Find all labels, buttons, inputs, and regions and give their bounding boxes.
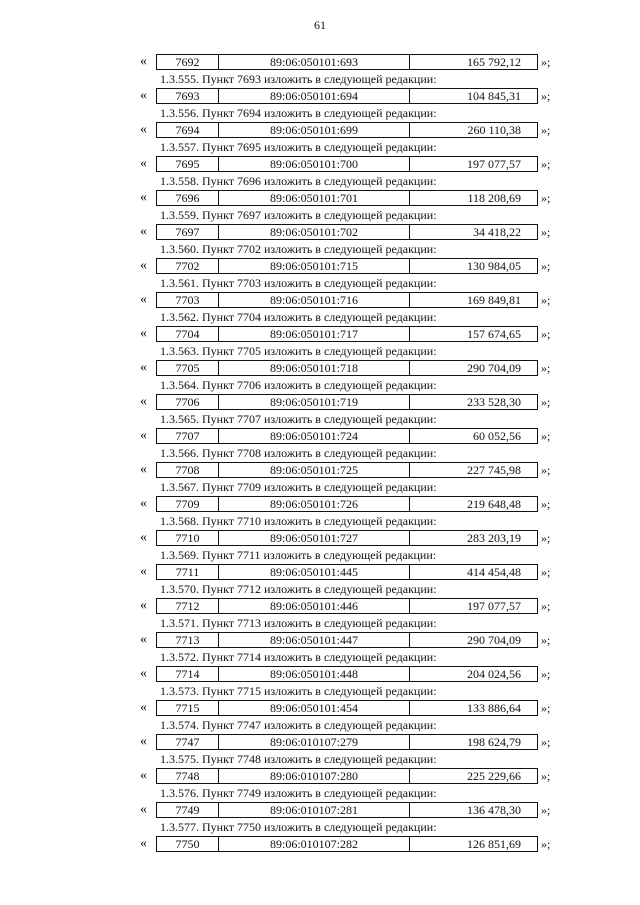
registry-table [156,598,538,614]
item-number-cell: 7712 [157,599,219,613]
item-number-cell: 7715 [157,701,219,715]
amendment-block [0,698,640,732]
closing-quote: »; [541,123,551,137]
table-row [0,698,640,718]
cadastral-number-cell: 89:06:010107:281 [219,803,410,817]
table-row [0,630,640,650]
table-row [0,86,640,106]
closing-quote: »; [541,89,551,103]
amendment-block [0,834,640,868]
registry-table [156,768,538,784]
closing-quote: »; [541,429,551,443]
amendment-block [0,460,640,494]
registry-table [156,462,538,478]
closing-quote: »; [541,565,551,579]
value-cell: 290 704,09 [467,633,521,647]
item-number-cell: 7748 [157,769,219,783]
opening-quote: « [140,496,147,511]
item-number-cell: 7702 [157,259,219,273]
registry-table [156,360,538,376]
table-row [0,52,640,72]
amendment-block [0,324,640,358]
amendment-block [0,562,640,596]
registry-table [156,54,538,70]
closing-quote: »; [541,769,551,783]
item-number-cell: 7697 [157,225,219,239]
registry-table [156,292,538,308]
cadastral-number-cell: 89:06:010107:280 [219,769,410,783]
closing-quote: »; [541,531,551,545]
cadastral-number-cell: 89:06:050101:454 [219,701,410,715]
value-cell: 60 052,56 [473,429,521,443]
table-row [0,732,640,752]
closing-quote: »; [541,157,551,171]
registry-table [156,224,538,240]
value-cell: 104 845,31 [467,89,521,103]
value-cell: 136 478,30 [467,803,521,817]
opening-quote: « [140,122,147,137]
value-cell: 169 849,81 [467,293,521,307]
closing-quote: »; [541,327,551,341]
amendment-instruction: 1.3.560. Пункт 7702 изложить в следующей редакции: [160,242,437,256]
registry-table [156,122,538,138]
closing-quote: »; [541,293,551,307]
cadastral-number-cell: 89:06:050101:700 [219,157,410,171]
opening-quote: « [140,394,147,409]
amendment-instruction: 1.3.563. Пункт 7705 изложить в следующей редакции: [160,344,437,358]
closing-quote: »; [541,55,551,69]
item-number-cell: 7703 [157,293,219,307]
document-body [0,52,640,868]
amendment-block [0,86,640,120]
item-number-cell: 7704 [157,327,219,341]
cadastral-number-cell: 89:06:050101:446 [219,599,410,613]
amendment-instruction: 1.3.567. Пункт 7709 изложить в следующей редакции: [160,480,437,494]
table-row [0,392,640,412]
closing-quote: »; [541,463,551,477]
amendment-block [0,494,640,528]
amendment-block [0,766,640,800]
closing-quote: »; [541,837,551,851]
value-cell: 197 077,57 [467,157,521,171]
amendment-instruction: 1.3.559. Пункт 7697 изложить в следующей редакции: [160,208,437,222]
registry-table [156,700,538,716]
item-number-cell: 7695 [157,157,219,171]
registry-table [156,802,538,818]
registry-table [156,88,538,104]
registry-table [156,564,538,580]
amendment-instruction: 1.3.570. Пункт 7712 изложить в следующей редакции: [160,582,437,596]
opening-quote: « [140,598,147,613]
amendment-block [0,222,640,256]
registry-table [156,734,538,750]
table-row [0,154,640,174]
amendment-instruction: 1.3.556. Пункт 7694 изложить в следующей редакции: [160,106,437,120]
value-cell: 204 024,56 [467,667,521,681]
item-number-cell: 7747 [157,735,219,749]
cadastral-number-cell: 89:06:050101:725 [219,463,410,477]
item-number-cell: 7710 [157,531,219,545]
registry-table [156,530,538,546]
registry-table [156,190,538,206]
item-number-cell: 7749 [157,803,219,817]
closing-quote: »; [541,395,551,409]
item-number-cell: 7705 [157,361,219,375]
amendment-instruction: 1.3.557. Пункт 7695 изложить в следующей редакции: [160,140,437,154]
opening-quote: « [140,88,147,103]
registry-table [156,632,538,648]
cadastral-number-cell: 89:06:050101:445 [219,565,410,579]
item-number-cell: 7694 [157,123,219,137]
opening-quote: « [140,258,147,273]
opening-quote: « [140,700,147,715]
closing-quote: »; [541,259,551,273]
opening-quote: « [140,190,147,205]
value-cell: 414 454,48 [467,565,521,579]
cadastral-number-cell: 89:06:050101:694 [219,89,410,103]
value-cell: 118 208,69 [467,191,521,205]
cadastral-number-cell: 89:06:050101:715 [219,259,410,273]
value-cell: 283 203,19 [467,531,521,545]
item-number-cell: 7709 [157,497,219,511]
registry-table [156,836,538,852]
registry-table [156,428,538,444]
table-row [0,562,640,582]
registry-table [156,326,538,342]
cadastral-number-cell: 89:06:050101:693 [219,55,410,69]
amendment-block [0,426,640,460]
cadastral-number-cell: 89:06:050101:717 [219,327,410,341]
amendment-block [0,52,640,86]
amendment-instruction: 1.3.558. Пункт 7696 изложить в следующей редакции: [160,174,437,188]
value-cell: 233 528,30 [467,395,521,409]
item-number-cell: 7707 [157,429,219,443]
amendment-block [0,664,640,698]
cadastral-number-cell: 89:06:050101:719 [219,395,410,409]
cadastral-number-cell: 89:06:050101:716 [219,293,410,307]
opening-quote: « [140,360,147,375]
cadastral-number-cell: 89:06:010107:279 [219,735,410,749]
cadastral-number-cell: 89:06:050101:702 [219,225,410,239]
amendment-block [0,392,640,426]
amendment-block [0,358,640,392]
closing-quote: »; [541,633,551,647]
amendment-instruction: 1.3.576. Пункт 7749 изложить в следующей редакции: [160,786,437,800]
item-number-cell: 7713 [157,633,219,647]
table-row [0,494,640,514]
table-row [0,426,640,446]
opening-quote: « [140,802,147,817]
registry-table [156,496,538,512]
amendment-instruction: 1.3.562. Пункт 7704 изложить в следующей редакции: [160,310,437,324]
table-row [0,324,640,344]
amendment-instruction: 1.3.577. Пункт 7750 изложить в следующей редакции: [160,820,437,834]
item-number-cell: 7714 [157,667,219,681]
amendment-block [0,256,640,290]
page-number: 61 [314,18,326,32]
item-number-cell: 7696 [157,191,219,205]
item-number-cell: 7692 [157,55,219,69]
closing-quote: »; [541,225,551,239]
amendment-instruction: 1.3.566. Пункт 7708 изложить в следующей редакции: [160,446,437,460]
value-cell: 290 704,09 [467,361,521,375]
cadastral-number-cell: 89:06:050101:448 [219,667,410,681]
amendment-instruction: 1.3.569. Пункт 7711 изложить в следующей редакции: [160,548,437,562]
cadastral-number-cell: 89:06:050101:726 [219,497,410,511]
value-cell: 34 418,22 [473,225,521,239]
registry-table [156,258,538,274]
cadastral-number-cell: 89:06:050101:701 [219,191,410,205]
amendment-instruction: 1.3.561. Пункт 7703 изложить в следующей редакции: [160,276,437,290]
opening-quote: « [140,156,147,171]
registry-table [156,666,538,682]
value-cell: 133 886,64 [467,701,521,715]
opening-quote: « [140,326,147,341]
value-cell: 219 648,48 [467,497,521,511]
item-number-cell: 7706 [157,395,219,409]
amendment-block [0,800,640,834]
cadastral-number-cell: 89:06:050101:727 [219,531,410,545]
closing-quote: »; [541,497,551,511]
amendment-instruction: 1.3.571. Пункт 7713 изложить в следующей редакции: [160,616,437,630]
opening-quote: « [140,530,147,545]
amendment-block [0,120,640,154]
value-cell: 165 792,12 [467,55,521,69]
amendment-block [0,188,640,222]
amendment-instruction: 1.3.573. Пункт 7715 изложить в следующей редакции: [160,684,437,698]
table-row [0,460,640,480]
amendment-instruction: 1.3.565. Пункт 7707 изложить в следующей редакции: [160,412,437,426]
table-row [0,664,640,684]
item-number-cell: 7708 [157,463,219,477]
opening-quote: « [140,462,147,477]
opening-quote: « [140,666,147,681]
opening-quote: « [140,428,147,443]
amendment-instruction: 1.3.555. Пункт 7693 изложить в следующей редакции: [160,72,437,86]
table-row [0,256,640,276]
amendment-block [0,154,640,188]
opening-quote: « [140,734,147,749]
table-row [0,800,640,820]
value-cell: 227 745,98 [467,463,521,477]
cadastral-number-cell: 89:06:050101:724 [219,429,410,443]
closing-quote: »; [541,667,551,681]
table-row [0,358,640,378]
amendment-block [0,596,640,630]
item-number-cell: 7750 [157,837,219,851]
value-cell: 197 077,57 [467,599,521,613]
amendment-instruction: 1.3.574. Пункт 7747 изложить в следующей редакции: [160,718,437,732]
amendment-block [0,732,640,766]
amendment-block [0,630,640,664]
closing-quote: »; [541,191,551,205]
table-row [0,290,640,310]
cadastral-number-cell: 89:06:010107:282 [219,837,410,851]
opening-quote: « [140,836,147,851]
item-number-cell: 7711 [157,565,219,579]
opening-quote: « [140,768,147,783]
table-row [0,222,640,242]
amendment-instruction: 1.3.575. Пункт 7748 изложить в следующей редакции: [160,752,437,766]
table-row [0,834,640,854]
opening-quote: « [140,224,147,239]
opening-quote: « [140,292,147,307]
table-row [0,596,640,616]
amendment-instruction: 1.3.564. Пункт 7706 изложить в следующей редакции: [160,378,437,392]
closing-quote: »; [541,361,551,375]
amendment-block [0,528,640,562]
opening-quote: « [140,564,147,579]
amendment-instruction: 1.3.568. Пункт 7710 изложить в следующей редакции: [160,514,437,528]
table-row [0,120,640,140]
table-row [0,766,640,786]
value-cell: 260 110,38 [467,123,521,137]
amendment-instruction: 1.3.572. Пункт 7714 изложить в следующей редакции: [160,650,437,664]
table-row [0,188,640,208]
cadastral-number-cell: 89:06:050101:699 [219,123,410,137]
cadastral-number-cell: 89:06:050101:447 [219,633,410,647]
value-cell: 126 851,69 [467,837,521,851]
closing-quote: »; [541,803,551,817]
value-cell: 198 624,79 [467,735,521,749]
cadastral-number-cell: 89:06:050101:718 [219,361,410,375]
registry-table [156,156,538,172]
opening-quote: « [140,54,147,69]
value-cell: 225 229,66 [467,769,521,783]
item-number-cell: 7693 [157,89,219,103]
value-cell: 130 984,05 [467,259,521,273]
closing-quote: »; [541,735,551,749]
opening-quote: « [140,632,147,647]
amendment-block [0,290,640,324]
table-row [0,528,640,548]
closing-quote: »; [541,599,551,613]
registry-table [156,394,538,410]
value-cell: 157 674,65 [467,327,521,341]
closing-quote: »; [541,701,551,715]
